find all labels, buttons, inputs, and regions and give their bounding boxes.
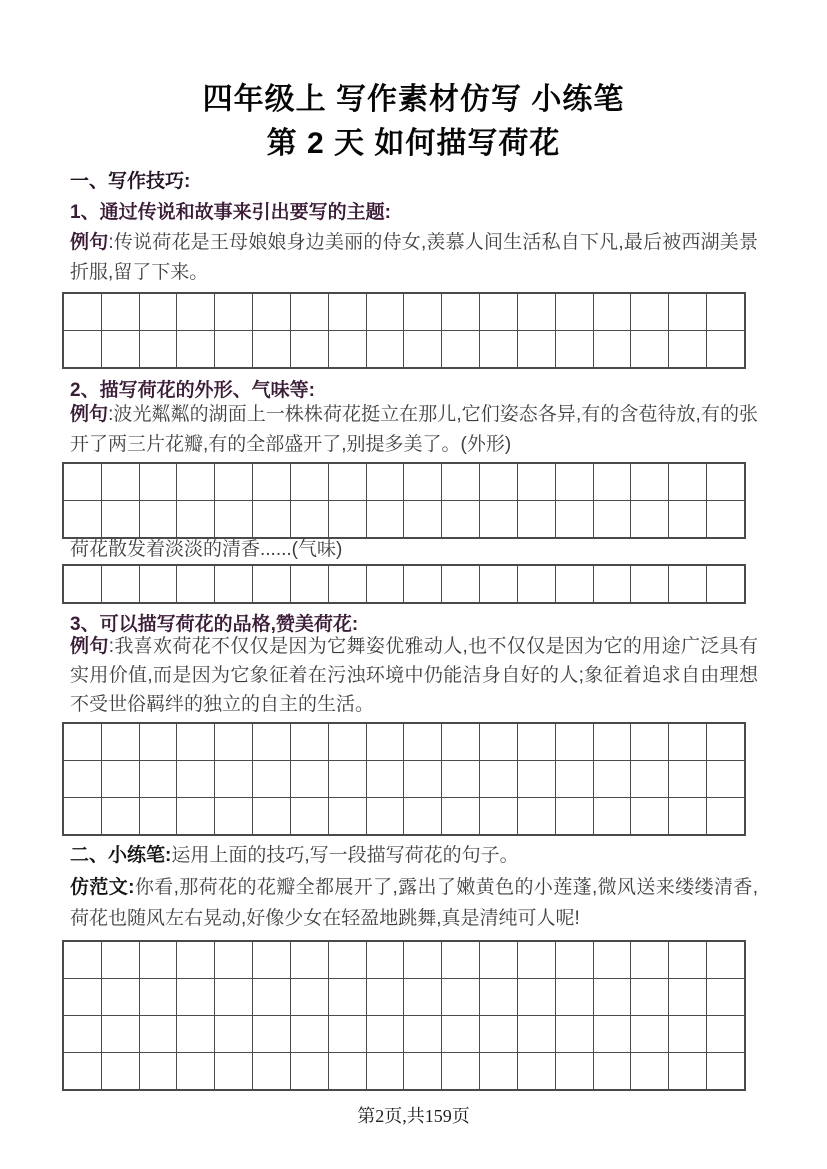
- writing-cell: [479, 979, 517, 1015]
- writing-cell: [403, 724, 441, 760]
- writing-cell: [64, 942, 101, 978]
- writing-cell: [630, 798, 668, 834]
- writing-cell: [64, 331, 101, 367]
- grid-row: [64, 1015, 744, 1052]
- writing-cell: [517, 979, 555, 1015]
- writing-cell: [176, 979, 214, 1015]
- writing-cell: [64, 979, 101, 1015]
- writing-cell: [517, 464, 555, 500]
- writing-cell: [290, 979, 328, 1015]
- writing-cell: [593, 1016, 631, 1052]
- writing-cell: [328, 294, 366, 330]
- tip3-example-text: :我喜欢荷花不仅仅是因为它舞姿优雅动人,也不仅仅是因为它的用途广泛具有实用价值,而是因为它象征着在污浊环境中仍能洁身自好的人;象征着追求自由理想不受世俗羁绊的独立的自主的生活。: [70, 636, 758, 715]
- writing-cell: [555, 464, 593, 500]
- writing-cell: [479, 331, 517, 367]
- writing-cell: [290, 501, 328, 537]
- writing-cell: [366, 331, 404, 367]
- writing-cell: [290, 1053, 328, 1089]
- writing-cell: [366, 464, 404, 500]
- writing-cell: [290, 798, 328, 834]
- tip1-example-paragraph: [70, 228, 758, 288]
- writing-cell: [706, 294, 744, 330]
- writing-cell: [64, 464, 101, 500]
- writing-cell: [214, 1016, 252, 1052]
- writing-cell: [630, 1053, 668, 1089]
- writing-cell: [630, 761, 668, 797]
- writing-cell: [555, 331, 593, 367]
- writing-cell: [101, 294, 139, 330]
- writing-grid-1: [62, 292, 746, 369]
- writing-cell: [290, 1016, 328, 1052]
- writing-cell: [290, 294, 328, 330]
- writing-cell: [403, 294, 441, 330]
- writing-cell: [139, 1016, 177, 1052]
- writing-cell: [214, 798, 252, 834]
- writing-cell: [290, 331, 328, 367]
- writing-cell: [593, 566, 631, 602]
- writing-cell: [101, 979, 139, 1015]
- writing-cell: [441, 1016, 479, 1052]
- page-number-indicator: 第2页,共159页: [357, 1106, 470, 1126]
- writing-cell: [64, 294, 101, 330]
- writing-grid-3: [62, 564, 746, 604]
- writing-cell: [593, 724, 631, 760]
- writing-cell: [441, 942, 479, 978]
- writing-cell: [593, 1053, 631, 1089]
- writing-cell: [139, 294, 177, 330]
- writing-cell: [328, 942, 366, 978]
- writing-cell: [101, 942, 139, 978]
- writing-cell: [668, 761, 706, 797]
- writing-cell: [328, 566, 366, 602]
- writing-cell: [706, 1053, 744, 1089]
- writing-cell: [517, 331, 555, 367]
- writing-cell: [517, 798, 555, 834]
- writing-cell: [252, 761, 290, 797]
- writing-cell: [252, 501, 290, 537]
- tip1-heading: 1、通过传说和故事来引出要写的主题:: [70, 202, 391, 223]
- writing-cell: [252, 566, 290, 602]
- writing-cell: [139, 566, 177, 602]
- grid-row: [64, 464, 744, 500]
- tip3-heading: 3、可以描写荷花的品格,赞美荷花:: [70, 614, 359, 635]
- writing-cell: [668, 1053, 706, 1089]
- writing-grid-4: [62, 722, 746, 836]
- grid-row: [64, 760, 744, 797]
- writing-cell: [252, 798, 290, 834]
- writing-cell: [517, 1053, 555, 1089]
- writing-cell: [176, 761, 214, 797]
- writing-cell: [139, 1053, 177, 1089]
- writing-cell: [479, 566, 517, 602]
- writing-cell: [366, 798, 404, 834]
- tip3-example-paragraph: [70, 632, 758, 719]
- writing-cell: [64, 724, 101, 760]
- writing-cell: [441, 724, 479, 760]
- writing-cell: [366, 942, 404, 978]
- writing-cell: [290, 566, 328, 602]
- tip1-example-text: :传说荷花是王母娘娘身边美丽的侍女,羡慕人间生活私自下凡,最后被西湖美景折服,留了下来。: [70, 232, 758, 283]
- writing-cell: [366, 761, 404, 797]
- writing-cell: [479, 942, 517, 978]
- writing-cell: [630, 1016, 668, 1052]
- writing-cell: [64, 566, 101, 602]
- writing-cell: [64, 798, 101, 834]
- writing-cell: [668, 979, 706, 1015]
- writing-cell: [214, 1053, 252, 1089]
- grid-row: [64, 1052, 744, 1089]
- writing-cell: [139, 464, 177, 500]
- writing-cell: [176, 724, 214, 760]
- writing-cell: [517, 1016, 555, 1052]
- writing-cell: [101, 761, 139, 797]
- writing-cell: [64, 501, 101, 537]
- writing-cell: [555, 294, 593, 330]
- writing-cell: [252, 294, 290, 330]
- tip2-heading: 2、描写荷花的外形、气味等:: [70, 380, 315, 401]
- writing-cell: [176, 1016, 214, 1052]
- writing-cell: [139, 942, 177, 978]
- writing-cell: [101, 464, 139, 500]
- writing-cell: [328, 979, 366, 1015]
- writing-cell: [101, 798, 139, 834]
- model-text-body: 你看,那荷花的花瓣全都展开了,露出了嫩黄色的小莲蓬,微风送来缕缕清香,荷花也随风左右晃动,好像少女在轻盈地跳舞,真是清纯可人呢!: [70, 877, 758, 929]
- writing-cell: [441, 566, 479, 602]
- writing-cell: [517, 566, 555, 602]
- writing-cell: [555, 761, 593, 797]
- practice-heading-label: 二、小练笔:: [70, 845, 172, 866]
- model-text-paragraph: [70, 872, 758, 934]
- writing-cell: [441, 501, 479, 537]
- writing-cell: [555, 501, 593, 537]
- writing-cell: [328, 464, 366, 500]
- writing-cell: [555, 1053, 593, 1089]
- writing-cell: [555, 724, 593, 760]
- writing-cell: [668, 501, 706, 537]
- grid-row: [64, 797, 744, 834]
- writing-cell: [668, 294, 706, 330]
- writing-cell: [176, 331, 214, 367]
- writing-cell: [479, 1016, 517, 1052]
- writing-cell: [101, 1053, 139, 1089]
- writing-cell: [176, 798, 214, 834]
- writing-cell: [252, 331, 290, 367]
- tip2-example-text: :波光粼粼的湖面上一株株荷花挺立在那儿,它们姿态各异,有的含苞待放,有的张开了两三片花瓣,有的全部盛开了,别提多美了。(外形): [70, 404, 758, 455]
- writing-cell: [366, 501, 404, 537]
- practice-heading-text: 运用上面的技巧,写一段描写荷花的句子。: [171, 845, 519, 866]
- writing-cell: [441, 979, 479, 1015]
- writing-cell: [630, 501, 668, 537]
- writing-cell: [479, 501, 517, 537]
- writing-cell: [366, 1053, 404, 1089]
- grid-row: [64, 942, 744, 978]
- writing-cell: [214, 294, 252, 330]
- writing-cell: [441, 464, 479, 500]
- writing-cell: [214, 464, 252, 500]
- writing-cell: [403, 1053, 441, 1089]
- tip2-example-paragraph: [70, 400, 758, 460]
- writing-cell: [593, 294, 631, 330]
- writing-cell: [706, 761, 744, 797]
- writing-cell: [403, 798, 441, 834]
- writing-cell: [630, 464, 668, 500]
- writing-cell: [214, 501, 252, 537]
- writing-cell: [706, 1016, 744, 1052]
- writing-cell: [101, 724, 139, 760]
- writing-cell: [101, 1016, 139, 1052]
- writing-cell: [706, 979, 744, 1015]
- writing-cell: [441, 798, 479, 834]
- writing-cell: [479, 1053, 517, 1089]
- writing-cell: [668, 566, 706, 602]
- writing-cell: [706, 942, 744, 978]
- writing-cell: [139, 724, 177, 760]
- writing-cell: [668, 331, 706, 367]
- writing-cell: [555, 979, 593, 1015]
- writing-cell: [517, 501, 555, 537]
- writing-cell: [441, 331, 479, 367]
- writing-cell: [706, 566, 744, 602]
- writing-cell: [139, 331, 177, 367]
- writing-cell: [668, 1016, 706, 1052]
- writing-cell: [593, 464, 631, 500]
- writing-cell: [517, 724, 555, 760]
- writing-cell: [328, 798, 366, 834]
- writing-cell: [517, 294, 555, 330]
- writing-cell: [328, 1053, 366, 1089]
- practice-heading-paragraph: [70, 842, 758, 870]
- writing-cell: [252, 1016, 290, 1052]
- writing-cell: [139, 798, 177, 834]
- writing-cell: [139, 761, 177, 797]
- writing-cell: [214, 942, 252, 978]
- writing-cell: [403, 566, 441, 602]
- writing-cell: [176, 501, 214, 537]
- writing-cell: [555, 1016, 593, 1052]
- grid-row: [64, 724, 744, 760]
- writing-cell: [101, 501, 139, 537]
- grid-row: [64, 978, 744, 1015]
- tip3-example-label: 例句: [70, 636, 109, 657]
- writing-cell: [214, 724, 252, 760]
- writing-cell: [593, 798, 631, 834]
- writing-cell: [668, 724, 706, 760]
- writing-cell: [668, 798, 706, 834]
- writing-cell: [328, 501, 366, 537]
- page-title-line1: 四年级上 写作素材仿写 小练笔: [202, 83, 625, 116]
- writing-cell: [328, 761, 366, 797]
- writing-cell: [176, 942, 214, 978]
- writing-cell: [630, 979, 668, 1015]
- grid-row: [64, 500, 744, 537]
- grid-row: [64, 566, 744, 602]
- writing-cell: [64, 761, 101, 797]
- writing-cell: [593, 501, 631, 537]
- writing-cell: [328, 724, 366, 760]
- writing-cell: [290, 761, 328, 797]
- writing-cell: [403, 331, 441, 367]
- writing-cell: [668, 464, 706, 500]
- writing-cell: [64, 1016, 101, 1052]
- writing-cell: [176, 464, 214, 500]
- writing-cell: [593, 979, 631, 1015]
- writing-cell: [441, 294, 479, 330]
- writing-cell: [214, 566, 252, 602]
- writing-cell: [328, 331, 366, 367]
- writing-cell: [101, 566, 139, 602]
- writing-cell: [479, 724, 517, 760]
- writing-cell: [555, 798, 593, 834]
- writing-cell: [441, 1053, 479, 1089]
- writing-cell: [593, 761, 631, 797]
- writing-cell: [479, 294, 517, 330]
- writing-cell: [630, 566, 668, 602]
- writing-cell: [366, 1016, 404, 1052]
- writing-cell: [252, 979, 290, 1015]
- writing-cell: [366, 979, 404, 1015]
- writing-cell: [479, 761, 517, 797]
- writing-cell: [252, 464, 290, 500]
- writing-cell: [706, 798, 744, 834]
- writing-cell: [706, 501, 744, 537]
- writing-cell: [252, 724, 290, 760]
- writing-cell: [290, 942, 328, 978]
- writing-cell: [479, 464, 517, 500]
- writing-cell: [403, 942, 441, 978]
- grid-row: [64, 294, 744, 330]
- tip2-smell-text: 荷花散发着淡淡的清香......(气味): [70, 539, 343, 560]
- tip2-example-label: 例句: [70, 404, 109, 425]
- writing-cell: [555, 942, 593, 978]
- tip1-example-label: 例句: [70, 232, 109, 253]
- writing-cell: [403, 761, 441, 797]
- writing-cell: [630, 294, 668, 330]
- writing-cell: [593, 942, 631, 978]
- writing-cell: [328, 1016, 366, 1052]
- writing-cell: [64, 1053, 101, 1089]
- writing-cell: [555, 566, 593, 602]
- writing-cell: [593, 331, 631, 367]
- model-text-label: 仿范文:: [70, 877, 135, 898]
- writing-cell: [403, 501, 441, 537]
- writing-cell: [176, 1053, 214, 1089]
- writing-cell: [290, 724, 328, 760]
- writing-cell: [403, 464, 441, 500]
- writing-cell: [479, 798, 517, 834]
- writing-grid-5: [62, 940, 746, 1091]
- writing-cell: [252, 942, 290, 978]
- section-heading-writing-skills: 一、写作技巧:: [70, 171, 191, 192]
- writing-cell: [366, 294, 404, 330]
- writing-cell: [366, 724, 404, 760]
- writing-cell: [101, 331, 139, 367]
- writing-cell: [139, 501, 177, 537]
- writing-cell: [630, 331, 668, 367]
- writing-cell: [214, 761, 252, 797]
- writing-cell: [668, 942, 706, 978]
- writing-cell: [517, 761, 555, 797]
- writing-cell: [214, 979, 252, 1015]
- writing-cell: [403, 1016, 441, 1052]
- writing-cell: [214, 331, 252, 367]
- writing-cell: [630, 942, 668, 978]
- writing-cell: [176, 566, 214, 602]
- writing-cell: [706, 331, 744, 367]
- writing-cell: [252, 1053, 290, 1089]
- page-title-line2: 第 2 天 如何描写荷花: [266, 127, 561, 160]
- writing-cell: [366, 566, 404, 602]
- writing-grid-2: [62, 462, 746, 539]
- writing-cell: [706, 724, 744, 760]
- writing-cell: [139, 979, 177, 1015]
- writing-cell: [403, 979, 441, 1015]
- writing-cell: [517, 942, 555, 978]
- writing-cell: [176, 294, 214, 330]
- writing-cell: [290, 464, 328, 500]
- writing-cell: [630, 724, 668, 760]
- writing-cell: [441, 761, 479, 797]
- grid-row: [64, 330, 744, 367]
- writing-cell: [706, 464, 744, 500]
